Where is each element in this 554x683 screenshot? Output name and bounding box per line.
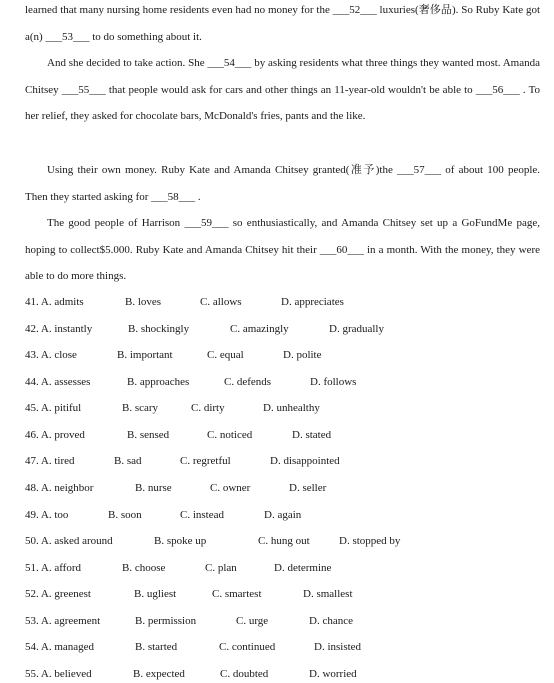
option-c: C. plan (205, 562, 237, 574)
option-b: B. scary (122, 402, 159, 414)
passage-text: . To her relief, they asked for chocolate bars, McDonald's fries, pants and the like. (25, 83, 541, 123)
blank-52: ___52___ (332, 4, 377, 16)
passage-text: so enthusiastically, and Amanda Chitsey set up a GoFundMe page, hoping to collect$5.000. Ruby Kate and Amanda Chitsey hit their (25, 217, 540, 256)
option-c: C. dirty (191, 402, 225, 414)
option-b: B. expected (133, 668, 185, 680)
passage-paragraph-1 (25, 0, 540, 50)
blank-53: ___53___ (45, 30, 90, 43)
blank-60: ___60___ (319, 243, 364, 256)
option-c: C. amazingly (230, 323, 289, 335)
option-d: D. smallest (303, 588, 353, 600)
option-a: 50. A. asked around (25, 535, 113, 547)
option-a: 41. A. admits (25, 296, 84, 308)
option-a: 47. A. tired (25, 455, 75, 467)
option-a: 49. A. too (25, 509, 69, 521)
passage-paragraph-3 (25, 157, 540, 210)
passage-text: by asking residents what three things they wanted most. Amanda Chitsey (25, 57, 541, 96)
option-c: C. noticed (207, 429, 253, 441)
option-a: 42. A. instantly (25, 323, 93, 335)
passage-text: . (197, 190, 201, 203)
passage-text: luxuries(奢侈品). So Ruby Kate got a(n) (25, 4, 541, 43)
option-c: C. allows (200, 296, 242, 308)
option-d: D. insisted (314, 641, 362, 653)
option-a: 53. A. agreement (25, 615, 101, 627)
passage-text: of about 100 people. Then they started asking for (25, 164, 541, 203)
option-c: C. hung out (258, 535, 310, 547)
passage-text: And she decided to take action. She (47, 57, 205, 69)
option-c: C. instead (180, 509, 224, 521)
option-a: 44. A. assesses (25, 376, 91, 388)
option-b: B. sensed (127, 429, 170, 441)
option-c: C. doubted (220, 668, 269, 680)
option-d: D. unhealthy (263, 402, 320, 414)
option-d: D. follows (310, 376, 357, 388)
passage-paragraph-4 (25, 210, 540, 290)
option-d: D. chance (309, 615, 353, 627)
blank-56: ___56___ (475, 83, 520, 96)
option-b: B. shockingly (128, 323, 190, 335)
passage-text: that people would ask for cars and other things an 11-year-old wouldn't be able to (108, 83, 473, 96)
passage-text: to do something about it. (92, 30, 202, 43)
option-b: B. soon (108, 509, 142, 521)
option-b: B. loves (125, 296, 162, 308)
option-a: 43. A. close (25, 349, 77, 361)
option-d: D. appreciates (281, 296, 344, 308)
option-d: D. stopped by (339, 535, 401, 547)
option-b: B. sad (114, 455, 142, 467)
blank-54: ___54___ (207, 57, 252, 69)
blank-57: ___57___ (397, 164, 442, 176)
passage-text: in a month. With the money, they were able to do more things. (25, 243, 540, 283)
blank-58: ___58___ (151, 190, 196, 203)
option-a: 51. A. afford (25, 562, 82, 574)
option-b: B. choose (122, 562, 166, 574)
option-d: D. gradually (329, 323, 384, 335)
option-b: B. important (117, 349, 173, 361)
option-b: B. permission (135, 615, 197, 627)
option-a: 45. A. pitiful (25, 402, 82, 414)
option-c: C. equal (207, 349, 244, 361)
option-c: C. continued (219, 641, 276, 653)
option-d: D. seller (289, 482, 327, 494)
option-c: C. regretful (180, 455, 231, 467)
blank-59: ___59___ (184, 217, 229, 229)
option-b: B. spoke up (154, 535, 207, 547)
option-d: D. disappointed (270, 455, 340, 467)
option-b: B. approaches (127, 376, 190, 388)
option-d: D. polite (283, 349, 322, 361)
option-d: D. again (264, 509, 302, 521)
option-b: B. nurse (135, 482, 172, 494)
option-a: 48. A. neighbor (25, 482, 94, 494)
option-c: C. smartest (212, 588, 262, 600)
passage-text: learned that many nursing home residents even had no money for the (25, 4, 330, 16)
option-a: 46. A. proved (25, 429, 85, 441)
option-b: B. ugliest (134, 588, 177, 600)
option-d: D. determine (274, 562, 332, 574)
option-a: 52. A. greenest (25, 588, 91, 600)
passage-text: The good people of Harrison (47, 217, 181, 229)
option-c: C. owner (210, 482, 251, 494)
blank-55: ___55___ (61, 83, 106, 96)
passage-text: Using their own money. Ruby Kate and Amanda Chitsey granted(准予)the (47, 164, 393, 176)
option-a: 54. A. managed (25, 641, 95, 653)
option-c: C. defends (224, 376, 272, 388)
option-c: C. urge (236, 615, 269, 627)
option-b: B. started (135, 641, 178, 653)
option-a: 55. A. believed (25, 668, 92, 680)
passage-paragraph-2 (25, 50, 540, 130)
option-d: D. stated (292, 429, 332, 441)
option-d: D. worried (309, 668, 357, 680)
